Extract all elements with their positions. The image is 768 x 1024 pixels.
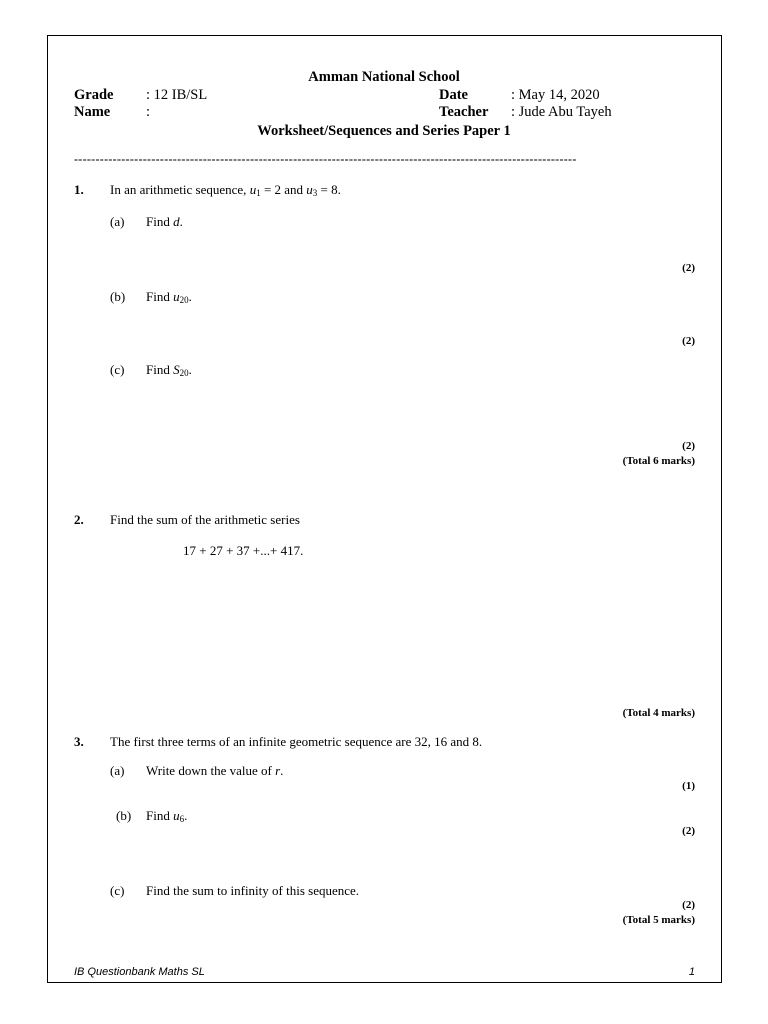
q3c-text: Find the sum to infinity of this sequence. — [146, 883, 360, 898]
q3-total: (Total 5 marks) — [622, 914, 695, 926]
q1c-text: Find $S_{20}$. — [146, 362, 192, 378]
footer-source: IB Questionbank Maths SL — [74, 966, 205, 978]
q1a-text: Find d. — [146, 214, 183, 229]
page-number: 1 — [688, 966, 695, 978]
q3a-text: Write down the value of r. — [146, 763, 284, 778]
q1a-label: (a) — [110, 214, 125, 229]
name-value: : — [146, 104, 151, 120]
date-label: Date — [439, 87, 468, 103]
q1-total: (Total 6 marks) — [622, 455, 695, 467]
q3a-label: (a) — [110, 763, 125, 778]
grade-value: : 12 IB/SL — [146, 87, 208, 103]
date-value: : May 14, 2020 — [511, 87, 600, 103]
q1b-text: Find $u_{20}$. — [146, 289, 192, 305]
q3c-label: (c) — [110, 883, 125, 898]
teacher-value: : Jude Abu Tayeh — [511, 104, 612, 120]
q2-total: (Total 4 marks) — [622, 707, 695, 719]
q3-number: 3. — [74, 734, 84, 749]
q1-stem: In an arithmetic sequence, $u_1 = 2$ and $u_3 = 8$. — [110, 182, 341, 198]
q1b-label: (b) — [110, 289, 126, 304]
page-border — [47, 35, 722, 983]
q3a-mark: (1) — [682, 780, 695, 792]
school-name: Amman National School — [308, 69, 460, 85]
q2-series: 17 + 27 + 37 +...+ 417. — [183, 543, 304, 558]
q2-stem: Find the sum of the arithmetic series — [110, 512, 300, 527]
worksheet-title: Worksheet/Sequences and Series Paper 1 — [257, 123, 511, 139]
q1a-mark: (2) — [682, 262, 695, 274]
name-label: Name — [74, 104, 111, 120]
grade-label: Grade — [74, 87, 114, 103]
q3b-text: Find $u_6$. — [146, 808, 188, 824]
q1-number: 1. — [74, 182, 84, 197]
teacher-label: Teacher — [439, 104, 489, 120]
divider-line: --------------------------------------------------------------------------------------------------------------------- — [74, 152, 577, 166]
q1c-mark: (2) — [682, 440, 695, 452]
q2-number: 2. — [74, 512, 84, 527]
q1b-mark: (2) — [682, 335, 695, 347]
q1c-label: (c) — [110, 362, 125, 377]
q3b-mark: (2) — [682, 825, 695, 837]
q3-stem: The first three terms of an infinite geometric sequence are 32, 16 and 8. — [110, 734, 483, 749]
q3c-mark: (2) — [682, 899, 695, 911]
q3b-label: (b) — [116, 808, 132, 823]
